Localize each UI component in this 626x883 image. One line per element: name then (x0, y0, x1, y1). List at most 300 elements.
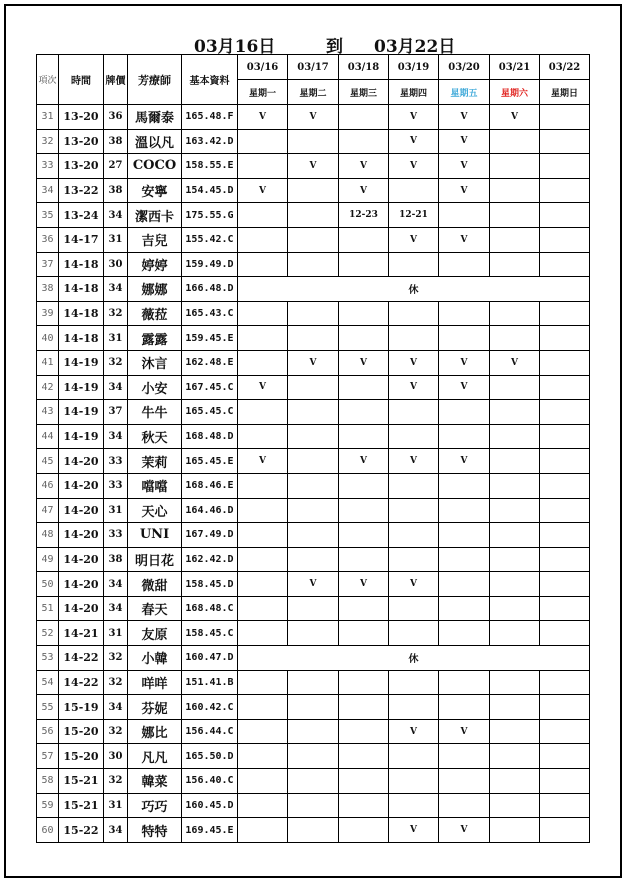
day-cell (540, 227, 590, 252)
day-cell (490, 252, 540, 277)
day-cell (339, 769, 389, 794)
day-cell (490, 596, 540, 621)
day-cell (540, 498, 590, 523)
day-cell (389, 793, 439, 818)
day-cell (439, 744, 490, 769)
shift-time: 14-18 (59, 326, 104, 351)
table-row (37, 449, 590, 474)
row-index: 40 (37, 326, 59, 351)
day-cell (339, 301, 389, 326)
table-row (37, 277, 590, 302)
day-cell (288, 400, 339, 425)
day-cell (288, 818, 339, 843)
day-cell (288, 744, 339, 769)
price-tier: 37 (104, 400, 128, 425)
day-cell (540, 375, 590, 400)
header-weekday: 星期四 (389, 80, 439, 105)
day-cell (490, 301, 540, 326)
table-row (37, 670, 590, 695)
day-cell (389, 252, 439, 277)
table-row (37, 400, 590, 425)
day-cell (288, 523, 339, 548)
basic-info: 175.55.G (182, 203, 238, 228)
header-date: 03/21 (490, 55, 540, 80)
shift-time: 14-19 (59, 350, 104, 375)
day-cell: V (389, 719, 439, 744)
table-row (37, 646, 590, 671)
table-row (37, 326, 590, 351)
day-cell (490, 154, 540, 179)
title-end-date: 03月22日 (374, 37, 456, 57)
price-tier: 27 (104, 154, 128, 179)
day-cell (238, 596, 288, 621)
day-cell (238, 670, 288, 695)
table-row (37, 252, 590, 277)
day-cell (238, 154, 288, 179)
row-index: 36 (37, 227, 59, 252)
table-row (37, 523, 590, 548)
therapist-name: 潔西卡 (128, 203, 182, 228)
schedule-title (190, 32, 490, 56)
day-cell (540, 178, 590, 203)
schedule-table (36, 54, 590, 843)
day-cell: V (389, 129, 439, 154)
row-index: 41 (37, 350, 59, 375)
day-cell (339, 621, 389, 646)
basic-info: 168.48.D (182, 424, 238, 449)
row-index: 34 (37, 178, 59, 203)
day-cell (238, 350, 288, 375)
shift-time: 14-18 (59, 277, 104, 302)
day-cell (490, 572, 540, 597)
day-cell (540, 301, 590, 326)
day-cell (288, 203, 339, 228)
day-cell: V (238, 375, 288, 400)
basic-info: 164.46.D (182, 498, 238, 523)
day-cell (439, 670, 490, 695)
header-date: 03/20 (439, 55, 490, 80)
row-index: 49 (37, 547, 59, 572)
therapist-name: 韓菜 (128, 769, 182, 794)
price-tier: 33 (104, 523, 128, 548)
day-cell: V (238, 449, 288, 474)
therapist-name: 小韓 (128, 646, 182, 671)
day-cell (238, 473, 288, 498)
basic-info: 162.42.D (182, 547, 238, 572)
day-cell (389, 178, 439, 203)
day-cell (540, 818, 590, 843)
shift-time: 13-20 (59, 105, 104, 130)
table-row (37, 769, 590, 794)
price-tier: 34 (104, 277, 128, 302)
therapist-name: COCO (128, 154, 182, 179)
day-cell (339, 547, 389, 572)
therapist-name: 馬爾泰 (128, 105, 182, 130)
day-cell (540, 424, 590, 449)
therapist-name: 薇菈 (128, 301, 182, 326)
basic-info: 169.45.E (182, 818, 238, 843)
table-row (37, 572, 590, 597)
basic-info: 166.48.D (182, 277, 238, 302)
day-cell: V (389, 449, 439, 474)
price-tier: 30 (104, 744, 128, 769)
day-cell (238, 424, 288, 449)
day-cell (490, 769, 540, 794)
day-cell (540, 793, 590, 818)
shift-time: 15-20 (59, 719, 104, 744)
table-row (37, 498, 590, 523)
table-row (37, 203, 590, 228)
header-date: 03/18 (339, 55, 389, 80)
price-tier: 31 (104, 621, 128, 646)
day-cell (389, 498, 439, 523)
day-cell (389, 301, 439, 326)
day-cell (288, 252, 339, 277)
header-date: 03/22 (540, 55, 590, 80)
therapist-name: 芬妮 (128, 695, 182, 720)
basic-info: 158.45.D (182, 572, 238, 597)
shift-time: 14-20 (59, 498, 104, 523)
day-cell (389, 523, 439, 548)
day-cell (439, 621, 490, 646)
price-tier: 34 (104, 695, 128, 720)
day-cell (238, 227, 288, 252)
price-tier: 33 (104, 449, 128, 474)
price-tier: 34 (104, 818, 128, 843)
basic-info: 165.43.C (182, 301, 238, 326)
basic-info: 163.42.D (182, 129, 238, 154)
day-cell (389, 621, 439, 646)
day-cell: V (439, 375, 490, 400)
day-cell: V (439, 129, 490, 154)
header-date: 03/17 (288, 55, 339, 80)
therapist-name: 婷婷 (128, 252, 182, 277)
table-row (37, 154, 590, 179)
shift-time: 15-19 (59, 695, 104, 720)
day-cell: 12-21 (389, 203, 439, 228)
shift-time: 14-22 (59, 670, 104, 695)
therapist-name: 安寧 (128, 178, 182, 203)
day-cell (339, 670, 389, 695)
day-cell: V (339, 572, 389, 597)
day-cell (288, 695, 339, 720)
day-cell (490, 523, 540, 548)
shift-time: 14-19 (59, 375, 104, 400)
day-cell (439, 473, 490, 498)
row-index: 37 (37, 252, 59, 277)
day-cell: V (339, 178, 389, 203)
therapist-name: 沐言 (128, 350, 182, 375)
day-cell (339, 498, 389, 523)
day-cell (288, 326, 339, 351)
header-date: 03/19 (389, 55, 439, 80)
day-cell (288, 178, 339, 203)
therapist-name: 友原 (128, 621, 182, 646)
day-cell: V (389, 154, 439, 179)
shift-time: 14-20 (59, 547, 104, 572)
day-cell (288, 227, 339, 252)
price-tier: 30 (104, 252, 128, 277)
shift-time: 13-22 (59, 178, 104, 203)
day-cell (238, 523, 288, 548)
table-row (37, 301, 590, 326)
basic-info: 156.40.C (182, 769, 238, 794)
day-cell: V (389, 375, 439, 400)
table-row (37, 596, 590, 621)
basic-info: 154.45.D (182, 178, 238, 203)
day-cell (540, 129, 590, 154)
shift-time: 15-21 (59, 793, 104, 818)
day-cell (389, 744, 439, 769)
day-cell (288, 719, 339, 744)
price-tier: 31 (104, 793, 128, 818)
header-weekday: 星期二 (288, 80, 339, 105)
therapist-name: 特特 (128, 818, 182, 843)
basic-info: 159.49.D (182, 252, 238, 277)
day-cell: V (439, 719, 490, 744)
day-cell (540, 596, 590, 621)
price-tier: 38 (104, 178, 128, 203)
shift-time: 14-22 (59, 646, 104, 671)
day-cell (288, 596, 339, 621)
day-cell (490, 498, 540, 523)
row-index: 32 (37, 129, 59, 154)
day-cell (238, 695, 288, 720)
table-row (37, 473, 590, 498)
shift-time: 15-22 (59, 818, 104, 843)
row-index: 42 (37, 375, 59, 400)
shift-time: 14-20 (59, 473, 104, 498)
basic-info: 165.45.C (182, 400, 238, 425)
day-cell: V (339, 350, 389, 375)
price-tier: 34 (104, 596, 128, 621)
day-cell (439, 326, 490, 351)
day-cell (540, 769, 590, 794)
price-tier: 32 (104, 646, 128, 671)
day-cell (490, 670, 540, 695)
table-row (37, 375, 590, 400)
day-cell: V (439, 449, 490, 474)
shift-time: 14-18 (59, 252, 104, 277)
day-cell (490, 400, 540, 425)
therapist-name: UNI (128, 523, 182, 548)
header-weekday: 星期三 (339, 80, 389, 105)
price-tier: 31 (104, 326, 128, 351)
table-row (37, 719, 590, 744)
shift-time: 14-20 (59, 449, 104, 474)
day-cell: V (288, 572, 339, 597)
table-row (37, 105, 590, 130)
basic-info: 155.42.C (182, 227, 238, 252)
header-weekday-saturday: 星期六 (490, 80, 540, 105)
row-index: 56 (37, 719, 59, 744)
basic-info: 158.45.C (182, 621, 238, 646)
day-cell (339, 375, 389, 400)
row-index: 60 (37, 818, 59, 843)
day-cell (439, 498, 490, 523)
table-row (37, 178, 590, 203)
schedule-body (37, 105, 590, 843)
row-index: 47 (37, 498, 59, 523)
row-index: 58 (37, 769, 59, 794)
day-cell (238, 621, 288, 646)
day-cell (439, 572, 490, 597)
day-cell (439, 252, 490, 277)
price-tier: 36 (104, 105, 128, 130)
day-cell (389, 596, 439, 621)
therapist-name: 露露 (128, 326, 182, 351)
table-row (37, 129, 590, 154)
shift-time: 13-20 (59, 129, 104, 154)
therapist-name: 牛牛 (128, 400, 182, 425)
day-cell (490, 129, 540, 154)
day-cell (339, 227, 389, 252)
row-index: 31 (37, 105, 59, 130)
day-cell (238, 129, 288, 154)
day-cell (238, 769, 288, 794)
basic-info: 167.49.D (182, 523, 238, 548)
day-cell (490, 818, 540, 843)
day-cell (238, 203, 288, 228)
day-cell (439, 301, 490, 326)
price-tier: 31 (104, 227, 128, 252)
day-cell: V (238, 178, 288, 203)
row-index: 55 (37, 695, 59, 720)
price-tier: 32 (104, 301, 128, 326)
day-cell (490, 424, 540, 449)
day-cell (389, 769, 439, 794)
day-cell (288, 301, 339, 326)
day-cell (490, 375, 540, 400)
table-row (37, 744, 590, 769)
day-cell (288, 547, 339, 572)
price-tier: 34 (104, 203, 128, 228)
day-cell (490, 326, 540, 351)
price-tier: 31 (104, 498, 128, 523)
row-index: 46 (37, 473, 59, 498)
day-cell (339, 252, 389, 277)
day-cell (540, 449, 590, 474)
day-cell (540, 523, 590, 548)
day-cell (238, 744, 288, 769)
day-cell: V (288, 105, 339, 130)
day-cell (339, 326, 389, 351)
day-cell: V (389, 350, 439, 375)
day-cell (288, 670, 339, 695)
day-cell: V (389, 572, 439, 597)
day-cell (339, 793, 389, 818)
day-cell (490, 719, 540, 744)
day-cell (439, 769, 490, 794)
basic-info: 160.47.D (182, 646, 238, 671)
header-weekday-friday: 星期五 (439, 80, 490, 105)
therapist-name: 春天 (128, 596, 182, 621)
day-cell (490, 793, 540, 818)
day-cell: V (288, 154, 339, 179)
day-cell: V (439, 154, 490, 179)
row-index: 57 (37, 744, 59, 769)
therapist-name: 娜比 (128, 719, 182, 744)
header-row-dates (37, 55, 590, 80)
day-cell: V (439, 105, 490, 130)
day-cell (389, 326, 439, 351)
day-cell (490, 178, 540, 203)
day-cell (339, 105, 389, 130)
table-row (37, 350, 590, 375)
day-cell (389, 547, 439, 572)
row-index: 35 (37, 203, 59, 228)
basic-info: 165.45.E (182, 449, 238, 474)
day-cell (339, 596, 389, 621)
shift-time: 14-21 (59, 621, 104, 646)
day-cell (238, 818, 288, 843)
day-cell (339, 695, 389, 720)
day-cell (339, 400, 389, 425)
row-index: 53 (37, 646, 59, 671)
therapist-name: 天心 (128, 498, 182, 523)
day-cell: V (339, 154, 389, 179)
day-cell (540, 621, 590, 646)
therapist-name: 明日花 (128, 547, 182, 572)
day-cell (540, 203, 590, 228)
shift-time: 14-20 (59, 523, 104, 548)
day-cell (439, 596, 490, 621)
table-row (37, 695, 590, 720)
day-cell (439, 547, 490, 572)
day-cell: 12-23 (339, 203, 389, 228)
price-tier: 33 (104, 473, 128, 498)
day-cell (389, 670, 439, 695)
row-index: 52 (37, 621, 59, 646)
therapist-name: 咩咩 (128, 670, 182, 695)
day-cell (238, 498, 288, 523)
basic-info: 165.50.D (182, 744, 238, 769)
day-cell (238, 793, 288, 818)
day-cell (288, 769, 339, 794)
day-cell (288, 375, 339, 400)
header-date: 03/16 (238, 55, 288, 80)
day-cell: V (389, 227, 439, 252)
day-cell (238, 547, 288, 572)
day-cell: V (439, 350, 490, 375)
shift-time: 14-20 (59, 572, 104, 597)
therapist-name: 小安 (128, 375, 182, 400)
day-cell (389, 424, 439, 449)
table-row (37, 547, 590, 572)
basic-info: 168.48.C (182, 596, 238, 621)
therapist-name: 秋天 (128, 424, 182, 449)
basic-info: 168.46.E (182, 473, 238, 498)
day-cell (288, 473, 339, 498)
table-row (37, 818, 590, 843)
day-cell (238, 572, 288, 597)
shift-time: 14-20 (59, 596, 104, 621)
day-cell (490, 621, 540, 646)
basic-info: 162.48.E (182, 350, 238, 375)
day-cell (439, 400, 490, 425)
row-index: 45 (37, 449, 59, 474)
price-tier: 32 (104, 670, 128, 695)
price-tier: 32 (104, 719, 128, 744)
day-cell: V (238, 105, 288, 130)
day-cell (288, 424, 339, 449)
day-cell (540, 350, 590, 375)
day-cell (540, 473, 590, 498)
day-cell (389, 400, 439, 425)
basic-info: 158.55.E (182, 154, 238, 179)
day-cell (288, 793, 339, 818)
therapist-name: 噹噹 (128, 473, 182, 498)
